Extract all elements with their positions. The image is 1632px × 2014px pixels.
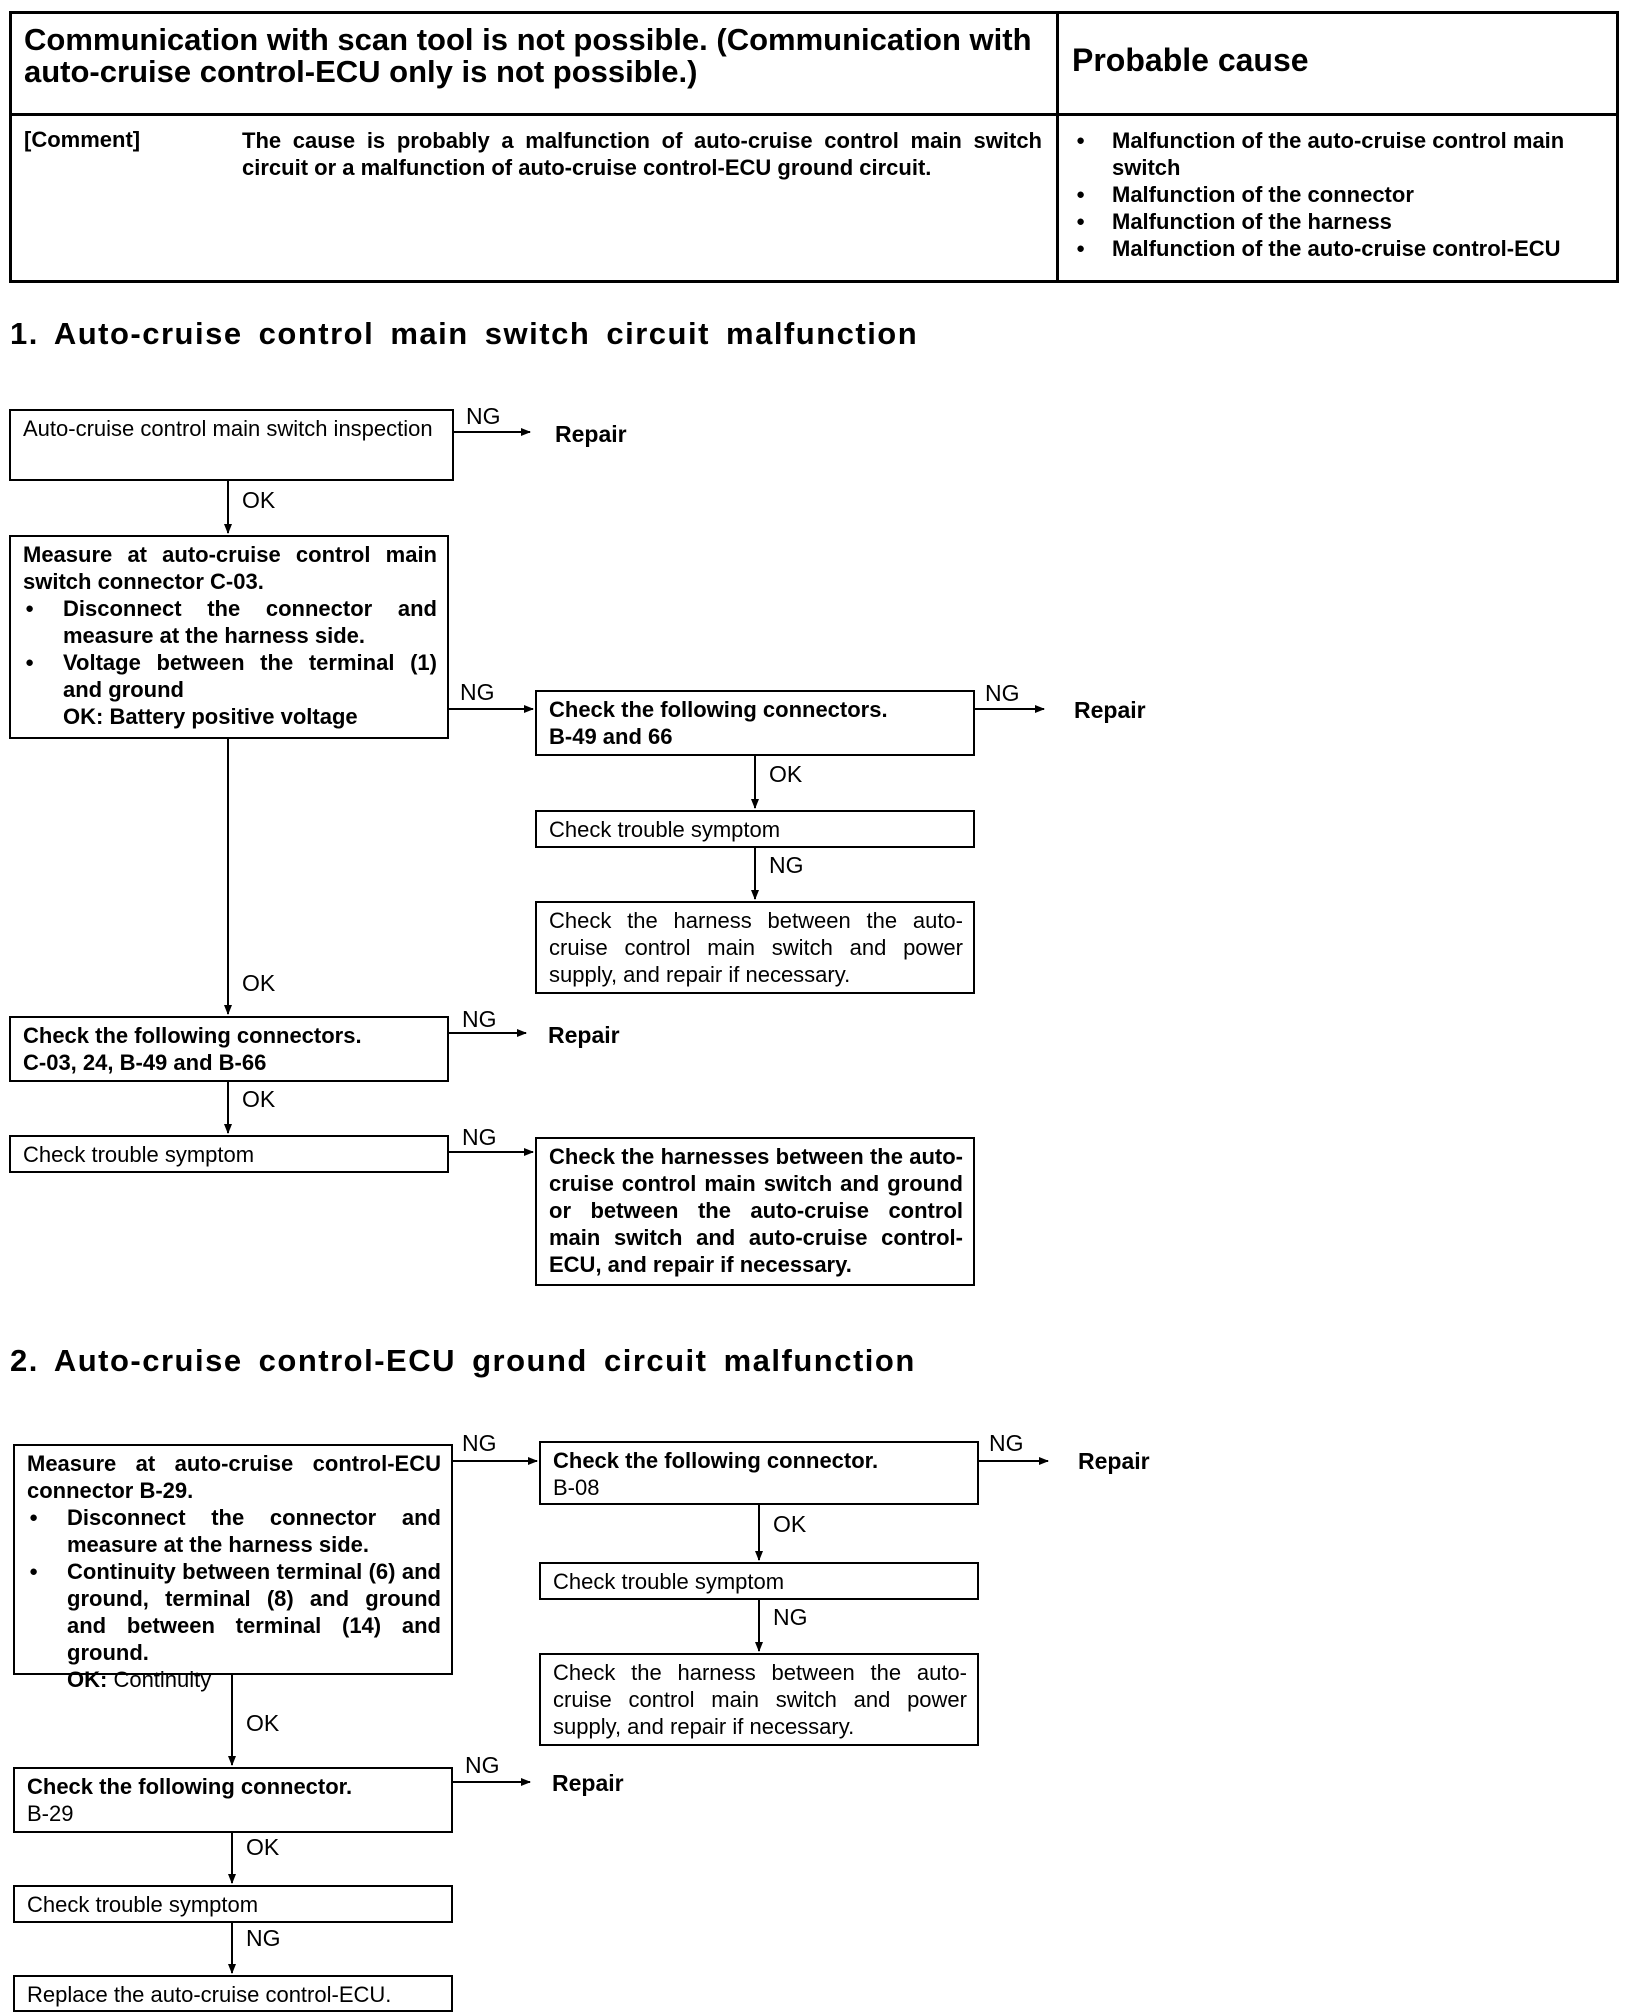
s2-conn-b08-sub: B-08 (553, 1475, 600, 1500)
s2-measure-intro: Measure at auto-cruise control-ECU connector B-29. (27, 1451, 441, 1503)
s1-measure-bullet: ● Disconnect the connector and measure at the harness side. (23, 595, 437, 649)
s1-measure-bullet: ● Voltage between the terminal (1) and ground (23, 649, 437, 703)
s1-conn-b49-sub: B-49 and 66 (549, 724, 673, 749)
s1-ok-value: Battery positive voltage (109, 704, 358, 729)
s2-label-ng: NG (989, 1430, 1024, 1456)
s1-conn-c03-sub: C-03, 24, B-49 and B-66 (23, 1050, 267, 1075)
s2-label-ng: NG (462, 1430, 497, 1456)
s1-label-ng: NG (769, 852, 804, 878)
section1-title: 1. Auto-cruise control main switch circuit malfunction (10, 316, 919, 351)
s2-repair-label: Repair (552, 1770, 624, 1796)
trouble-title: Communication with scan tool is not possible. (Communication with auto-cruise control-ECU only is not possible.) (24, 22, 1032, 89)
cause-item: ● Malfunction of the auto-cruise control main switch (1074, 127, 1614, 181)
cause-item: ● Malfunction of the auto-cruise control-ECU (1074, 235, 1614, 262)
probable-cause-heading: Probable cause (1072, 42, 1309, 78)
s1-repair-label: Repair (555, 421, 627, 447)
s1-label-ng: NG (460, 679, 495, 705)
s2-ok-value: Continuity (113, 1667, 212, 1692)
s1-label-ng: NG (462, 1006, 497, 1032)
s2-harness-a-text: Check the harness between the auto-cruise control main switch and power supply, and repair if necessary. (553, 1660, 967, 1739)
s2-symptom-a-text: Check trouble symptom (553, 1569, 785, 1594)
s1-harness-a-text: Check the harness between the auto-cruise control main switch and power supply, and repair if necessary. (549, 908, 963, 987)
s1-label-ng: NG (985, 680, 1020, 706)
s1-conn-c03-title: Check the following connectors. (23, 1023, 362, 1048)
s1-label-ng: NG (462, 1124, 497, 1150)
s2-label-ok: OK (773, 1511, 807, 1537)
s1-label-ok: OK (242, 487, 276, 513)
cause-item: ● Malfunction of the harness (1074, 208, 1614, 235)
s2-measure-bullet: ● Continuity between terminal (6) and ground, terminal (8) and ground and between terminal (14) and ground. (27, 1558, 441, 1666)
comment-text: The cause is probably a malfunction of auto-cruise control main switch circuit or a malfunction of auto-cruise control-ECU ground circuit. (242, 128, 1042, 180)
s1-symptom-a-text: Check trouble symptom (549, 817, 781, 842)
s1-inspection-text: Auto-cruise control main switch inspection (23, 416, 433, 441)
s2-conn-b29-title: Check the following connector. (27, 1774, 353, 1799)
s2-label-ok: OK (246, 1834, 280, 1860)
comment-label: [Comment] (24, 127, 141, 152)
s2-replace-text: Replace the auto-cruise control-ECU. (27, 1982, 392, 2007)
s1-label-ok: OK (242, 970, 276, 996)
s2-label-ok: OK (246, 1710, 280, 1736)
s1-repair-label: Repair (548, 1022, 620, 1048)
s1-label-ok: OK (242, 1086, 276, 1112)
s2-conn-b29-sub: B-29 (27, 1801, 74, 1826)
s1-label-ng: NG (466, 403, 501, 429)
s2-label-ng: NG (773, 1604, 808, 1630)
s1-ok-label: OK: (63, 704, 104, 729)
s2-symptom-b-text: Check trouble symptom (27, 1892, 259, 1917)
s1-repair-label: Repair (1074, 697, 1146, 723)
cause-item: ● Malfunction of the connector (1074, 181, 1614, 208)
s1-measure-intro: Measure at auto-cruise control main switch connector C-03. (23, 542, 437, 594)
s1-conn-b49-title: Check the following connectors. (549, 697, 888, 722)
s2-label-ng: NG (246, 1925, 281, 1951)
section2-title: 2. Auto-cruise control-ECU ground circuit malfunction (10, 1343, 916, 1378)
s2-measure-bullet: ● Disconnect the connector and measure at the harness side. (27, 1504, 441, 1558)
s2-conn-b08-title: Check the following connector. (553, 1448, 879, 1473)
s2-ok-label: OK: (67, 1667, 108, 1692)
s1-label-ok: OK (769, 761, 803, 787)
s2-label-ng: NG (465, 1752, 500, 1778)
s1-symptom-b-text: Check trouble symptom (23, 1142, 255, 1167)
s1-harness-b-text: Check the harnesses between the auto-cruise control main switch and ground or between the auto-cruise control main switch and auto-cruise control-ECU, and repair if necessary. (549, 1144, 963, 1277)
s2-repair-label: Repair (1078, 1448, 1150, 1474)
